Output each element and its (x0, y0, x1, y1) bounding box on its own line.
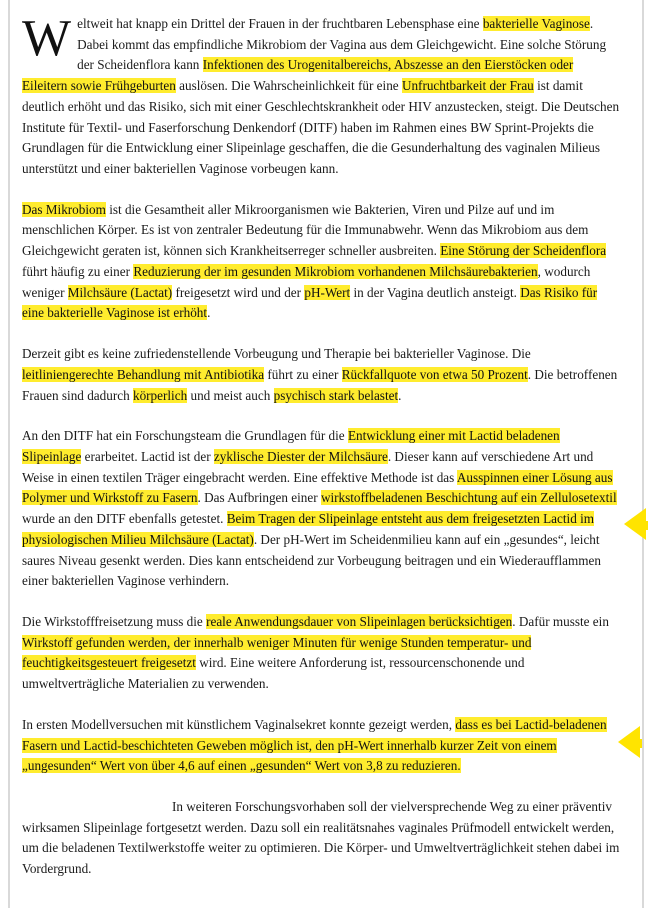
paragraph: Derzeit gibt es keine zufriedenstellende Vorbeugung und Therapie bei bakterieller Vaginose. Die leitliniengerechte Behandlung mit Antibiotika führt zu einer Rückfallquote von etwa 50 Prozent. Die betroffenen Frauen sind dadurch körperlich und meist auch psychisch stark belastet. (22, 346, 618, 403)
highlighted-text: Unfruchtbarkeit der Frau (401, 78, 534, 94)
highlighted-text: Wirkstoff gefunden werden, der innerhalb weniger Minuten für wenige Stunden temperatur- und feuchtigkeitsgesteuert freigesetzt (22, 634, 532, 671)
highlighted-text: reale Anwendungsdauer von Slipeinlagen berücksichtigen (206, 613, 513, 629)
highlighted-text: bakterielle Vaginose (482, 16, 590, 31)
highlighted-text: psychisch stark belastet (273, 387, 399, 403)
annotation-arrow-tail-2 (626, 739, 642, 748)
highlighted-text: Rückfallquote von etwa 50 Prozent (341, 366, 528, 382)
highlighted-text: Eine Störung der Scheidenflora (440, 243, 607, 259)
paragraph: Weltweit hat knapp ein Drittel der Frauen in der fruchtbaren Lebensphase eine bakterielle Vaginose. Dabei kommt das empfindliche Mikrobiom der Vagina aus dem Gleichgewicht. Eine solche Störung der Scheidenflora kann Infektionen des Urogenitalbereichs, Abszesse an den Eierstöcken oder Eileitern sowie Frühgeburten auslösen. Die Wahrscheinlichkeit für eine Unfruchtbarkeit der Frau ist damit deutlich erhöht und das Risiko, sich mit einer Geschlechtskrankheit oder HIV anzustecken, steigt. Die Deutschen Institute für Textil- und Faserforschung Denkendorf (DITF) haben im Rahmen eines BW Sprint-Projekts die Grundlagen für die Entwicklung einer Slipeinlage geschaffen, die die Gesunderhaltung des vaginalen Milieus unterstützt und einer bakteriellen Vaginose vorbeugen kann. (22, 10, 620, 177)
highlighted-text: zyklische Diester der Milchsäure (213, 448, 388, 464)
document-body (22, 10, 620, 880)
highlighted-text: leitliniengerechte Behandlung mit Antibiotika (22, 366, 265, 382)
highlighted-text: Ausspinnen einer Lösung aus Polymer und Wirkstoff zu Fasern (22, 469, 613, 506)
left-margin-rule (8, 0, 10, 908)
annotation-arrow-tail-1 (632, 521, 648, 530)
highlighted-text: wirkstoffbeladenen Beschichtung auf ein Zellulosetextil (320, 490, 617, 506)
highlighted-text: Das Mikrobiom (22, 201, 106, 217)
paragraph: Das Mikrobiom ist die Gesamtheit aller Mikroorganismen wie Bakterien, Viren und Pilze auf und im menschlichen Körper. Es ist von zentraler Bedeutung für die Immunabwehr. Wenn das Mikrobiom aus dem Gleichgewicht geraten ist, können sich Krankheitserreger schneller ausbreiten. Eine Störung der Scheidenflora führt häufig zu einer Reduzierung der im gesunden Mikrobiom vorhandenen Milchsäurebakterien, wodurch weniger Milchsäure (Lactat) freigesetzt wird und der pH-Wert in der Vagina deutlich ansteigt. Das Risiko für eine bakterielle Vaginose ist erhöht. (22, 201, 607, 321)
highlighted-text: Das Risiko für eine bakterielle Vaginose ist erhöht (22, 284, 598, 321)
paragraph: In weiteren Forschungsvorhaben soll der vielversprechende Weg zu einer präventiv wirksamen Slipeinlage fortgesetzt werden. Dazu soll ein realitätsnahes vaginales Prüfmodell entwickelt werden, um die beladenen Textilwerkstoffe weiter zu optimieren. Die Körper- und Umweltverträglichkeit stehen dabei im Vordergrund. (22, 799, 620, 877)
highlighted-text: Beim Tragen der Slipeinlage entsteht aus dem freigesetzten Lactid im physiologischen Milieu Milchsäure (Lactat) (22, 511, 595, 547)
highlighted-text: Infektionen des Urogenitalbereichs, Abszesse an den Eierstöcken oder Eileitern sowie Frühgeburten (22, 57, 574, 94)
highlighted-text: Entwicklung einer mit Lactid beladenen Slipeinlage (22, 428, 560, 464)
drop-cap: W (22, 10, 72, 67)
highlighted-text: körperlich (132, 387, 188, 403)
paragraph: Die Wirkstofffreisetzung muss die reale Anwendungsdauer von Slipeinlagen berücksichtigen. Dafür musste ein Wirkstoff gefunden werden, der innerhalb weniger Minuten für wenige Stunden temperatur- und feuchtigkeitsgesteuert freigesetzt wird. Eine weitere Anforderung ist, ressourcenschonende und umweltverträgliche Materialien zu verwenden. (22, 613, 609, 692)
highlighted-text: möglich ist, den pH-Wert innerhalb kurzer Zeit von einem „ungesunden“ Wert von über 4,6 auf einen „gesunden“ Wert von 3,8 zu reduzieren. (22, 737, 557, 774)
paragraph: In ersten Modellversuchen mit künstlichem Vaginalsekret konnte gezeigt werden, dass es bei Lactid-beladenen Fasern und Lactid-beschichteten Geweben möglich ist, den pH-Wert innerhalb kurzer Zeit von einem „ungesunden“ Wert von über 4,6 auf einen „gesunden“ Wert von 3,8 zu reduzieren. (22, 716, 607, 774)
highlighted-text: Milchsäure (Lactat) (67, 284, 173, 300)
paragraph: An den DITF hat ein Forschungsteam die Grundlagen für die Entwicklung einer mit Lactid beladenen Slipeinlage erarbeitet. Lactid ist der zyklische Diester der Milchsäure. Dieser kann auf verschiedene Art und Weise in einen textilen Träger eingebracht werden. Eine effektive Methode ist das Ausspinnen einer Lösung aus Polymer und Wirkstoff zu Fasern. Das Aufbringen einer wirkstoffbeladenen Beschichtung auf ein Zellulosetextil wurde an den DITF ebenfalls getestet. Beim Tragen der Slipeinlage entsteht aus dem freigesetzten Lactid im physiologischen Milieu Milchsäure (Lactat). Der pH-Wert im Scheidenmilieu kann auf ein „gesundes“, leicht saures Niveau gesenkt werden. Dies kann entscheidend zur Vorbeugung beitragen und ein Wiederaufflammen einer bakteriellen Vaginose verhindern. (22, 428, 617, 589)
highlighted-text: Reduzierung der im gesunden Mikrobiom vorhandenen Milchsäurebakterien (133, 263, 538, 279)
right-margin-rule (642, 0, 644, 908)
highlighted-text: dass es bei Lactid-beladenen Fasern und Lactid-beschichteten Geweben (22, 716, 607, 753)
highlighted-text: pH-Wert (304, 284, 351, 300)
